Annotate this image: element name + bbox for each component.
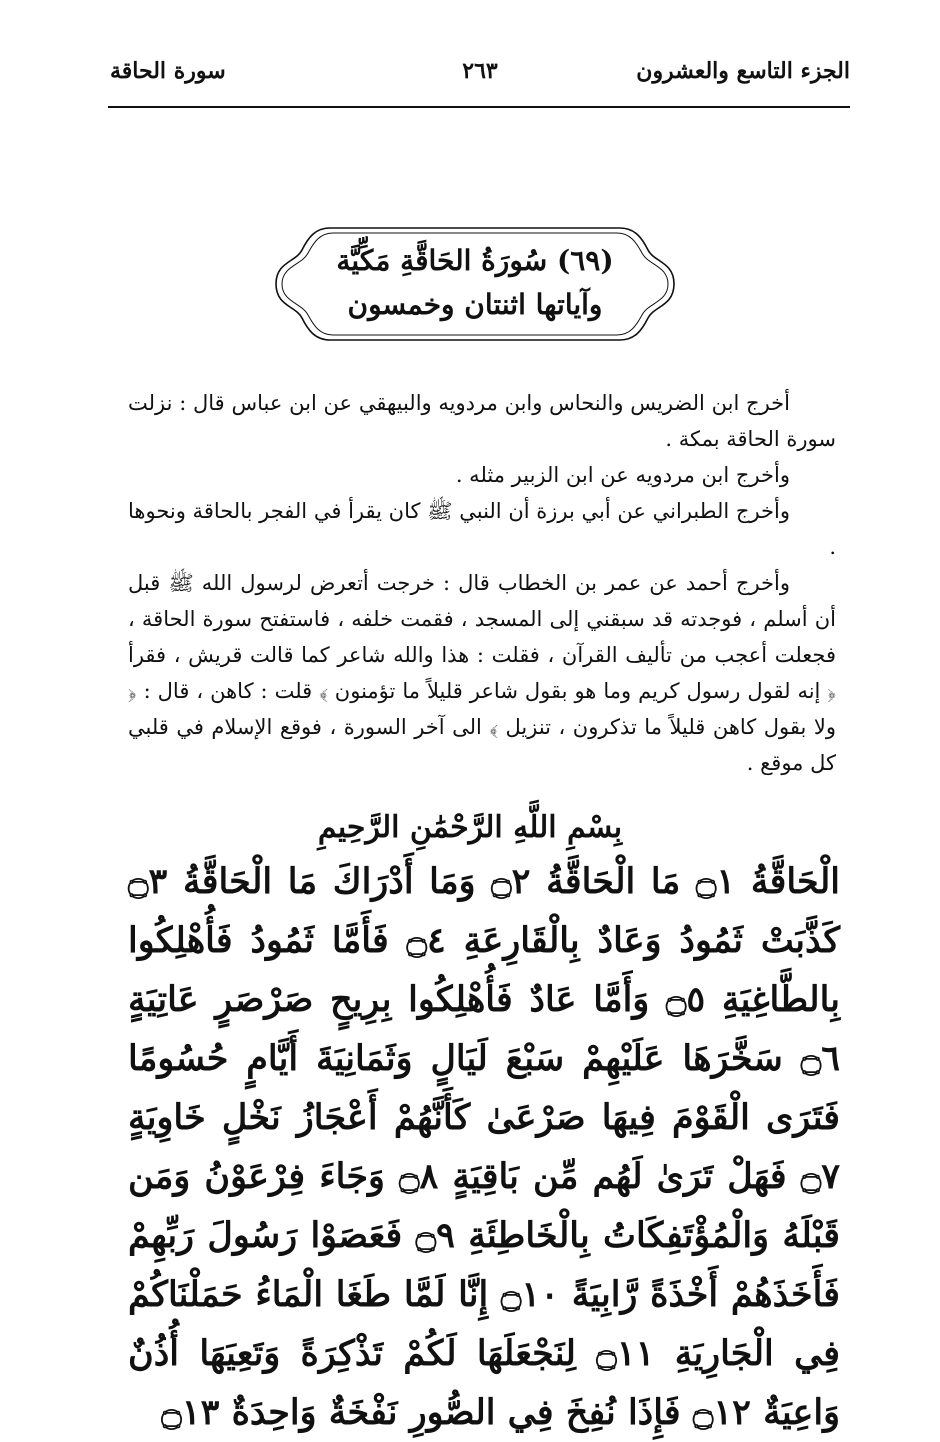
surah-title: (٦٩) سُورَةُ الحَاقَّةِ مَكِّيَّة: [336, 244, 614, 277]
header-divider: [108, 106, 850, 108]
header-surah-name: سورة الحاقة: [110, 58, 226, 84]
surah-title-box: [270, 222, 680, 346]
prose-paragraph: وأخرج ابن مردويه عن ابن الزبير مثله .: [455, 463, 790, 487]
hadith-text: [128, 385, 836, 781]
prose-paragraph: وأخرج الطبراني عن أبي برزة أن النبي ﷺ كان يقرأ في الفجر بالحاقة ونحوها .: [128, 499, 836, 559]
prose-paragraph: وأخرج أحمد عن عمر بن الخطاب قال : خرجت أتعرض لرسول الله ﷺ قبل أن أسلم ، فوجدته قد سبقني إلى المسجد ، فقمت خلفه ، فاستفتح سورة الحاقة ، فجعلت أعجب من تأليف القرآن ، فقلت : هذا والله شاعر كما قالت قريش ، فقرأ ﴿ إنه لقول رسول كريم وما هو بقول شاعر قليلاً ما تؤمنون ﴾ قلت : كاهن ، قال : ﴿ ولا بقول كاهن قليلاً ما تذكرون ، تنزيل ﴾ الى آخر السورة ، فوقع الإسلام في قلبي كل موقع .: [128, 571, 836, 775]
quran-verses: الْحَاقَّةُ ۝١ مَا الْحَاقَّةُ ۝٢ وَمَا أَدْرَاكَ مَا الْحَاقَّةُ ۝٣ كَذَّبَتْ ثَمُودُ وَعَادٌ بِالْقَارِعَةِ ۝٤ فَأَمَّا ثَمُودُ فَأُهْلِكُوا بِالطَّاغِيَةِ ۝٥ وَأَمَّا عَادٌ فَأُهْلِكُوا بِرِيحٍ صَرْصَرٍ عَاتِيَةٍ ۝٦ سَخَّرَهَا عَلَيْهِمْ سَبْعَ لَيَالٍ وَثَمَانِيَةَ أَيَّامٍ حُسُومًا فَتَرَى الْقَوْمَ فِيهَا صَرْعَىٰ كَأَنَّهُمْ أَعْجَازُ نَخْلٍ خَاوِيَةٍ ۝٧ فَهَلْ تَرَىٰ لَهُم مِّن بَاقِيَةٍ ۝٨ وَجَاءَ فِرْعَوْنُ وَمَن قَبْلَهُ وَالْمُؤْتَفِكَاتُ بِالْخَاطِئَةِ ۝٩ فَعَصَوْا رَسُولَ رَبِّهِمْ فَأَخَذَهُمْ أَخْذَةً رَّابِيَةً ۝١٠ إِنَّا لَمَّا طَغَا الْمَاءُ حَمَلْنَاكُمْ فِي الْجَارِيَةِ ۝١١ لِنَجْعَلَهَا لَكُمْ تَذْكِرَةً وَتَعِيَهَا أُذُنٌ وَاعِيَةٌ ۝١٢ فَإِذَا نُفِخَ فِي الصُّورِ نَفْخَةٌ وَاحِدَةٌ ۝١٣: [128, 861, 841, 1433]
basmala: بِسْمِ اللَّهِ الرَّحْمَٰنِ الرَّحِيمِ: [317, 810, 623, 845]
header-part-label: الجزء التاسع والعشرون: [636, 58, 850, 84]
surah-verse-count: وآياتها اثنتان وخمسون: [347, 288, 603, 321]
prose-paragraph: أخرج ابن الضريس والنحاس وابن مردويه والبيهقي عن ابن عباس قال : نزلت سورة الحاقة بمكة .: [128, 391, 836, 451]
page-header: [110, 58, 850, 98]
page-number: ٢٦٣: [462, 58, 498, 84]
